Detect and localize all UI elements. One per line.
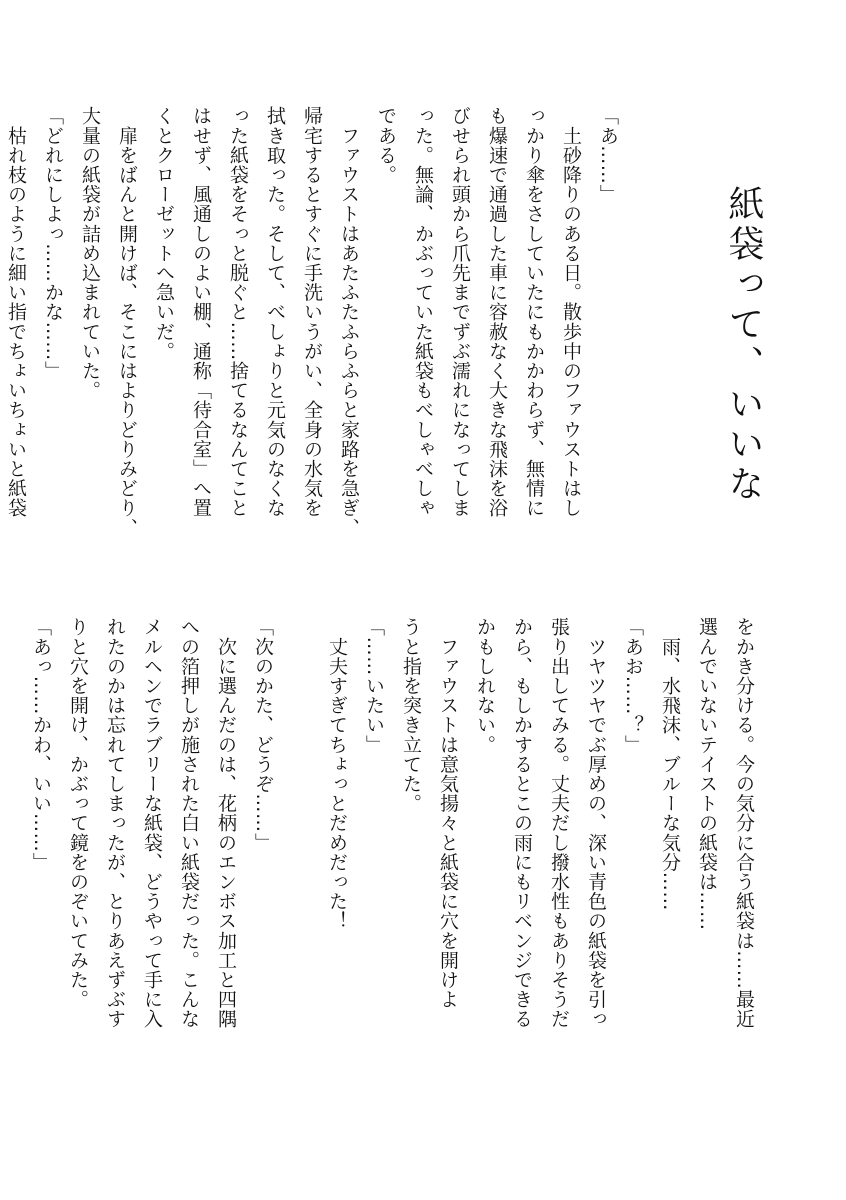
text-line: 張り出してみる。丈夫だし撥水性もありそうだ bbox=[548, 617, 570, 1029]
text-line: かもしれない。 bbox=[474, 617, 496, 755]
text-line: への箔押しが施された白い紙袋だった。こんな bbox=[178, 617, 200, 1029]
text-line: である。 bbox=[375, 106, 397, 185]
text-line: 雨、水飛沫、ブルーな気分…… bbox=[659, 617, 681, 911]
text-line: 「あっ……かわ、いい……」 bbox=[30, 617, 52, 872]
story-title: 紙袋って、いいな bbox=[723, 185, 764, 505]
text-line: ツヤツヤでぶ厚めの、深い青色の紙袋を引っ bbox=[585, 617, 607, 1029]
text-line: くとクローゼットへ急いだ。 bbox=[153, 106, 175, 361]
text-line: はせず、風通しのよい棚、通称「待合室」へ置 bbox=[190, 106, 212, 518]
text-line: 「あお……？」 bbox=[622, 617, 644, 755]
text-line: れたのかは忘れてしまったが、とりあえずぶす bbox=[104, 617, 126, 1029]
bottom-text-block bbox=[22, 617, 762, 1107]
text-line: 「次のかた、どうぞ……」 bbox=[252, 617, 274, 853]
text-line: ファウストは意気揚々と紙袋に穴を開けよ bbox=[437, 617, 459, 1009]
text-line: 帰宅するとすぐに手洗いうがい、全身の水気を bbox=[301, 106, 323, 518]
text-line: 「どれにしよっ……かな……」 bbox=[42, 106, 64, 381]
text-line: りと穴を開け、かぶって鏡をのぞいてみた。 bbox=[67, 617, 89, 1009]
text-line: メルヘンでラブリーな紙袋、どうやって手に入 bbox=[141, 617, 163, 1029]
text-line: も爆速で通過した車に容赦なく大きな飛沫を浴 bbox=[486, 106, 508, 518]
text-line: った紙袋をそっと脱ぐと……捨てるなんてこと bbox=[227, 106, 249, 518]
text-line: びせられ頭から爪先までずぶ濡れになってしま bbox=[449, 106, 471, 518]
text-line: 丈夫すぎてちょっとだめだった！ bbox=[326, 617, 348, 931]
text-line: った。無論、かぶっていた紙袋もべしゃべしゃ bbox=[412, 106, 434, 518]
text-line: ファウストはあたふたふらふらと家路を急ぎ、 bbox=[338, 106, 360, 538]
text-line: 扉をばんと開けば、そこにはよりどりみどり、 bbox=[116, 106, 138, 538]
top-text-block bbox=[0, 106, 626, 596]
text-line: から、もしかするとこの雨にもリベンジできる bbox=[511, 617, 533, 1029]
text-line: っかり傘をさしていたにもかかわらず、無情に bbox=[523, 106, 545, 518]
text-line: 「……いたい」 bbox=[363, 617, 385, 755]
text-line: 土砂降りのある日。散歩中のファウストはし bbox=[560, 106, 582, 518]
text-line: うと指を突き立てた。 bbox=[400, 617, 422, 813]
text-line: 選んでいないテイストの紙袋は…… bbox=[696, 617, 718, 931]
text-line: 「あ……」 bbox=[597, 106, 619, 204]
text-line: 大量の紙袋が詰め込まれていた。 bbox=[79, 106, 101, 400]
text-line: 枯れ枝のように細い指でちょいちょいと紙袋 bbox=[5, 106, 27, 518]
text-line: 次に選んだのは、花柄のエンボス加工と四隅 bbox=[215, 617, 237, 1029]
text-line: 拭き取った。そして、べしょりと元気のなくな bbox=[264, 106, 286, 518]
text-line: をかき分ける。今の気分に合う紙袋は……最近 bbox=[733, 617, 755, 1029]
text-line bbox=[281, 617, 318, 1107]
